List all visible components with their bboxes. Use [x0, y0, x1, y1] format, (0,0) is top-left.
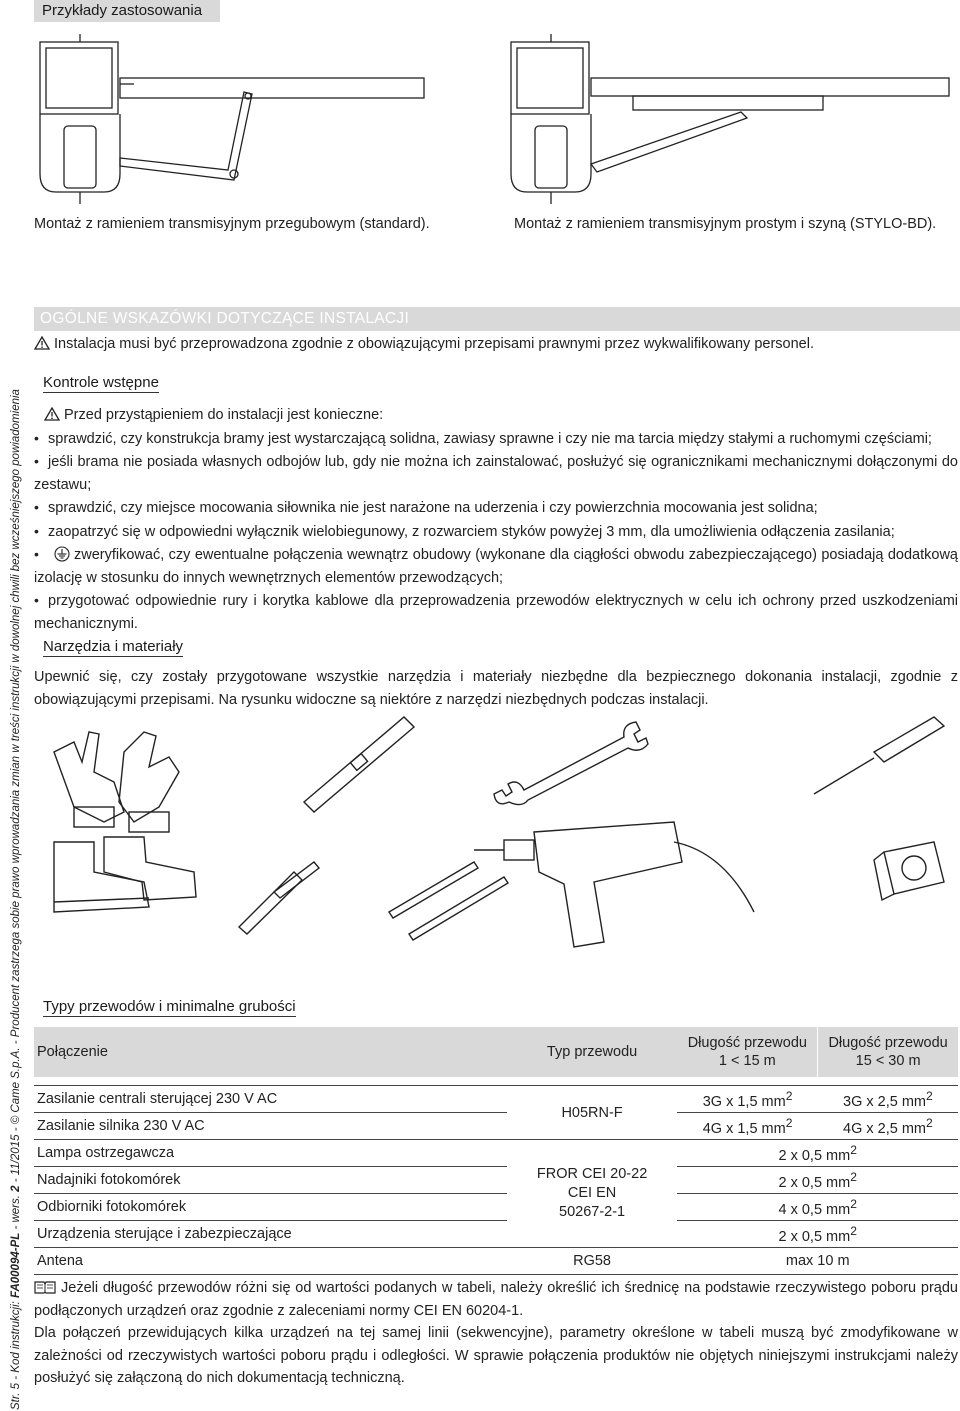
cell-value-merged — [677, 1194, 958, 1221]
cable-note — [34, 1277, 958, 1390]
list-item — [34, 496, 958, 520]
sup: 2 — [926, 1115, 933, 1130]
note-paragraph-1 — [34, 1277, 958, 1322]
table-row — [34, 1248, 958, 1275]
cell-value: 4 x 0,5 mm — [778, 1201, 851, 1218]
copyright-text: - 11/2015 - © Came S.p.A. - Producent zastrzega sobie prawo wprowadzania zmian w treści instrukcji w dowolnej chwili bez wcześniejszego powiadomienia — [10, 389, 22, 1186]
bullet-icon — [34, 543, 48, 567]
articulated-arm-illustration — [34, 34, 434, 204]
cell-value-merged: max 10 m — [677, 1248, 958, 1275]
bullet-icon — [34, 496, 48, 520]
caption-straight-arm: Montaż z ramieniem transmisyjnym prostym i szyną (STYLO-BD). — [514, 216, 937, 232]
table-row — [34, 1194, 958, 1221]
section-general-installation: OGÓLNE WSKAZÓWKI DOTYCZĄCE INSTALACJI — [34, 307, 960, 331]
cell-connection: Zasilanie centrali sterującej 230 V AC — [34, 1086, 507, 1113]
subhead-tools: Narzędzia i materiały — [43, 638, 184, 655]
warning-icon — [44, 407, 60, 421]
code-label: - Kod instrukcji: — [10, 1297, 22, 1383]
caption-standard-arm: Montaż z ramieniem transmisyjnym przegubowym (standard). — [34, 216, 430, 232]
table-spacer — [34, 1077, 958, 1086]
cell-type-fror — [507, 1140, 678, 1248]
cell-value: 4G x 2,5 mm — [843, 1120, 926, 1137]
table-header-row — [34, 1027, 958, 1077]
list-item — [34, 543, 958, 589]
drill-bits-icon — [389, 862, 508, 940]
fror-3: 50267-2-1 — [559, 1204, 626, 1220]
header-length-1 — [677, 1027, 817, 1077]
bullet-icon — [34, 589, 48, 613]
list-item-text: przygotować odpowiednie rury i korytka kablowe dla przeprowadzenia przewodów elektrycznych w celu ich ochrony przed uszkodzeniami mechanicznymi. — [34, 593, 958, 632]
wall-plugs-icon — [239, 862, 319, 934]
cell-type-h05: H05RN-F — [507, 1086, 678, 1140]
checks-intro-text: Przed przystąpieniem do instalacji jest konieczne: — [64, 407, 384, 423]
header-length-2-b: 15 < 30 m — [855, 1053, 921, 1069]
section-header-examples: Przykłady zastosowania — [34, 0, 220, 22]
power-drill-icon — [474, 822, 754, 947]
cell-connection: Nadajniki fotokomórek — [34, 1167, 507, 1194]
sup: 2 — [850, 1223, 857, 1238]
warning-text: Instalacja musi być przeprowadzona zgodnie z obowiązującymi przepisami prawnymi przez wykwalifikowany personel. — [54, 336, 814, 352]
list-item-text: sprawdzić, czy miejsce mocowania siłownika nie jest narażone na uderzenia i czy powierzchnia mocowania jest solidna; — [48, 500, 818, 516]
tools-paragraph: Upewnić się, czy zostały przygotowane wszystkie narzędzia i materiały niezbędne dla bezpiecznego dokonania instalacji, zgodnie z obowiązującymi przepisami. Na rysunku widoczne są niektóre z narzędzi niezbędnych podczas instalacji. — [34, 669, 958, 708]
cell-value-merged — [677, 1167, 958, 1194]
sup: 2 — [850, 1169, 857, 1184]
cell-connection: Lampa ostrzegawcza — [34, 1140, 507, 1167]
cell-len1 — [677, 1113, 817, 1140]
checks-list — [34, 404, 958, 635]
note-text-1: Jeżeli długość przewodów różni się od wartości podanych w tabeli, należy określić ich średnicę na podstawie rzeczywistego poboru prądu podłączonych urządzeń oraz zgodnie z zaleceniami normy CEI EN 60204-1. — [34, 1280, 958, 1319]
warning-icon — [34, 336, 50, 350]
cell-len2 — [818, 1113, 958, 1140]
cell-value: 2 x 0,5 mm — [778, 1174, 851, 1191]
table-row — [34, 1221, 958, 1248]
header-length-2-a: Długość przewodu — [828, 1035, 948, 1051]
cell-value: 2 x 0,5 mm — [778, 1147, 851, 1164]
list-item-text: sprawdzić, czy konstrukcja bramy jest wystarczającą solidna, zawiasy sprawne i czy nie ma tarcia między stałymi a ruchomymi częściami; — [48, 430, 932, 447]
checks-intro — [34, 404, 958, 427]
header-length-1-b: 1 < 15 m — [718, 1053, 776, 1069]
cell-len1 — [677, 1086, 817, 1113]
version-value: 2 — [10, 1185, 22, 1192]
sup: 2 — [850, 1142, 857, 1157]
version-label: - wers. — [10, 1191, 22, 1233]
ground-icon — [54, 546, 70, 562]
cell-connection: Urządzenia sterujące i zabezpieczające — [34, 1221, 507, 1248]
table-row — [34, 1167, 958, 1194]
header-length-1-a: Długość przewodu — [687, 1035, 807, 1051]
sup: 2 — [926, 1088, 933, 1103]
side-imprint — [0, 0, 20, 1411]
spirit-level-icon — [304, 717, 414, 812]
cell-value-merged — [677, 1140, 958, 1167]
list-item-text: jeśli brama nie posiada własnych odbojów lub, gdy nie można ich zainstalować, posłużyć się ogranicznikami mechanicznymi dołączonymi do zestawu; — [34, 454, 958, 493]
tape-measure-icon — [874, 842, 944, 900]
header-cable-type: Typ przewodu — [507, 1027, 678, 1077]
cell-connection: Antena — [34, 1248, 507, 1275]
tools-illustration — [34, 712, 958, 962]
sup: 2 — [785, 1088, 793, 1103]
cell-len2 — [818, 1086, 958, 1113]
installation-warning — [34, 336, 814, 352]
list-item-text: zweryfikować, czy ewentualne połączenia wewnątrz obudowy (wykonane dla ciągłości obwodu zabezpieczającego) posiadają dodatkową izolację w stosunku do innych wewnętrznych elementów przewodzących; — [34, 547, 958, 586]
table-row — [34, 1113, 958, 1140]
bullet-icon — [34, 450, 48, 474]
cell-value: 2 x 0,5 mm — [778, 1228, 851, 1245]
wrench-icon — [494, 722, 648, 805]
sup: 2 — [850, 1196, 857, 1211]
list-item — [34, 589, 958, 635]
list-item — [34, 520, 958, 544]
gloves-icon — [54, 732, 179, 832]
manual-code: FA00094-PL — [10, 1232, 22, 1298]
note-paragraph-2: Dla połączeń przewidujących kilka urządzeń na tej samej linii (sekwencyjne), parametry określone w tabeli muszą być zmodyfikowane w zależności od rzeczywistych wartości poboru prądu i odległości. W sprawie połączenia produktów nie objętych niniejszymi instrukcjami należy posłużyć się załączoną do nich dokumentacją techniczną. — [34, 1325, 958, 1386]
list-item — [34, 450, 958, 496]
cell-value: 4G x 1,5 mm — [702, 1120, 786, 1137]
cell-value: 3G x 2,5 mm — [843, 1093, 926, 1110]
screwdriver-icon — [814, 717, 944, 794]
subhead-cable-types: Typy przewodów i minimalne grubości — [43, 998, 296, 1015]
page-number: Str. 5 — [10, 1382, 22, 1410]
straight-arm-rail-illustration — [505, 34, 955, 204]
list-item — [34, 427, 958, 451]
cell-value: 3G x 1,5 mm — [702, 1093, 786, 1110]
header-connection: Połączenie — [34, 1027, 507, 1077]
book-icon — [34, 1280, 56, 1294]
boots-icon — [54, 837, 196, 912]
bullet-icon — [34, 520, 48, 544]
side-imprint-text — [10, 389, 22, 1410]
bullet-icon — [34, 427, 48, 451]
table-row — [34, 1140, 958, 1167]
fror-1: FROR CEI 20-22 — [536, 1166, 648, 1182]
table-row — [34, 1086, 958, 1113]
sup: 2 — [785, 1115, 793, 1130]
cell-connection: Odbiorniki fotokomórek — [34, 1194, 507, 1221]
tools-text — [34, 666, 958, 711]
subhead-preliminary-checks: Kontrole wstępne — [43, 374, 159, 391]
header-length-2 — [818, 1027, 958, 1077]
cable-table — [34, 1027, 958, 1275]
list-item-text: zaopatrzyć się w odpowiedni wyłącznik wielobiegunowy, z rozwarciem styków powyżej 3 mm, dla umożliwienia odłączenia zasilania; — [48, 523, 895, 540]
cell-value-merged — [677, 1221, 958, 1248]
fror-2: CEI EN — [567, 1185, 617, 1201]
cell-type: RG58 — [507, 1248, 678, 1275]
cell-connection: Zasilanie silnika 230 V AC — [34, 1113, 507, 1140]
